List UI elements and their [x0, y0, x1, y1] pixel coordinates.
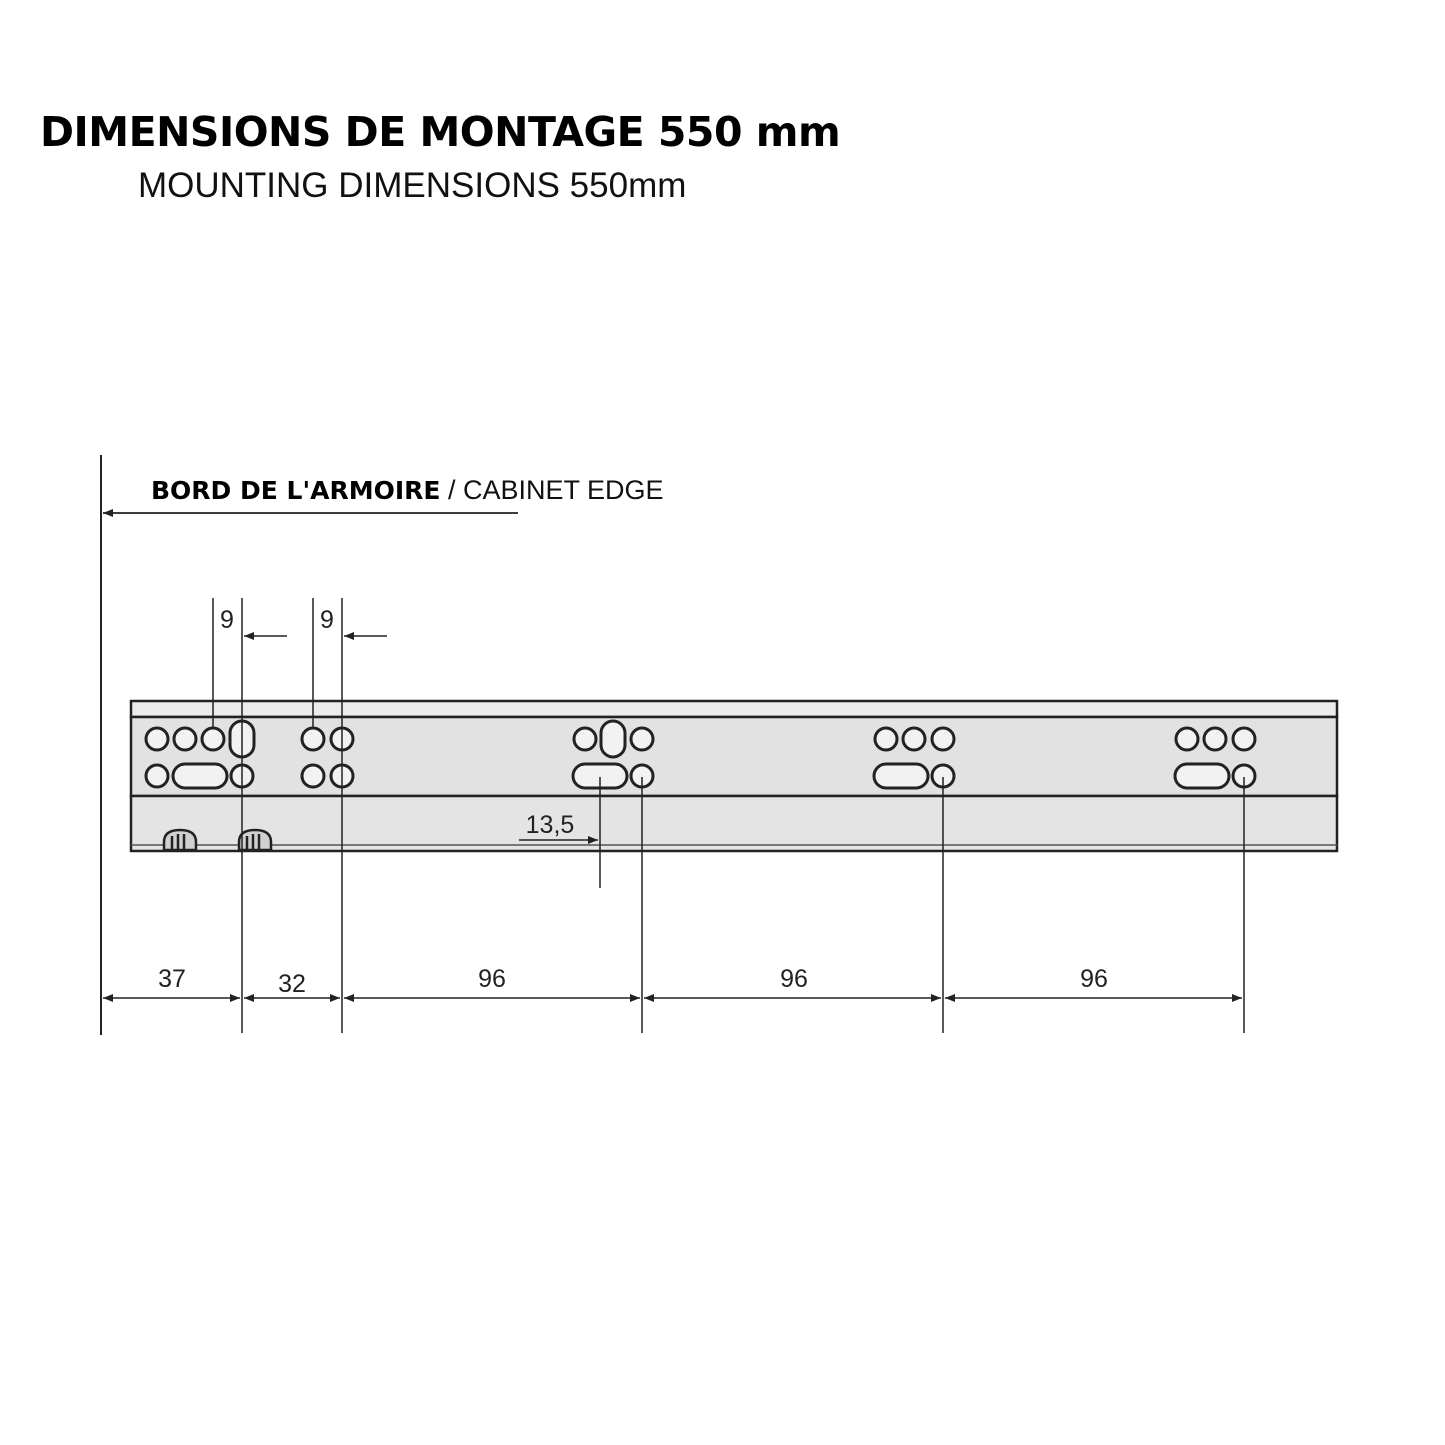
hole	[174, 728, 196, 750]
hole	[1233, 728, 1255, 750]
cabinet-edge-label-bold: BORD DE L'ARMOIRE	[151, 476, 441, 505]
dimension-label-13-5: 13,5	[525, 811, 575, 839]
rail-top-flange	[131, 701, 1337, 717]
hole	[932, 728, 954, 750]
hole	[574, 728, 596, 750]
dimension-label-37: 37	[158, 965, 186, 993]
horizontal-slot	[173, 764, 227, 788]
rail-clip-2	[239, 830, 271, 850]
hole	[146, 765, 168, 787]
hole	[903, 728, 925, 750]
hole	[1204, 728, 1226, 750]
hole	[302, 728, 324, 750]
dimension-label-96-3: 96	[1080, 965, 1108, 993]
drawer-rail	[131, 701, 1337, 851]
horizontal-slot	[1175, 764, 1229, 788]
hole	[202, 728, 224, 750]
hole	[146, 728, 168, 750]
hole	[631, 728, 653, 750]
rail-bottom-flange	[131, 796, 1337, 851]
dimension-label-32: 32	[278, 970, 306, 998]
hole	[302, 765, 324, 787]
dimension-label-9b: 9	[320, 606, 334, 634]
page-title: DIMENSIONS DE MONTAGE 550 mm	[40, 108, 841, 156]
rail-clip-1	[164, 830, 196, 850]
dimension-label-96-1: 96	[478, 965, 506, 993]
page-subtitle: MOUNTING DIMENSIONS 550mm	[138, 166, 687, 205]
vertical-slot	[601, 721, 625, 757]
hole	[875, 728, 897, 750]
hole	[1176, 728, 1198, 750]
cabinet-edge-label-regular: / CABINET EDGE	[440, 475, 664, 505]
dimension-label-9a: 9	[220, 606, 234, 634]
cabinet-edge-label	[151, 475, 664, 505]
horizontal-slot	[874, 764, 928, 788]
dimension-label-96-2: 96	[780, 965, 808, 993]
